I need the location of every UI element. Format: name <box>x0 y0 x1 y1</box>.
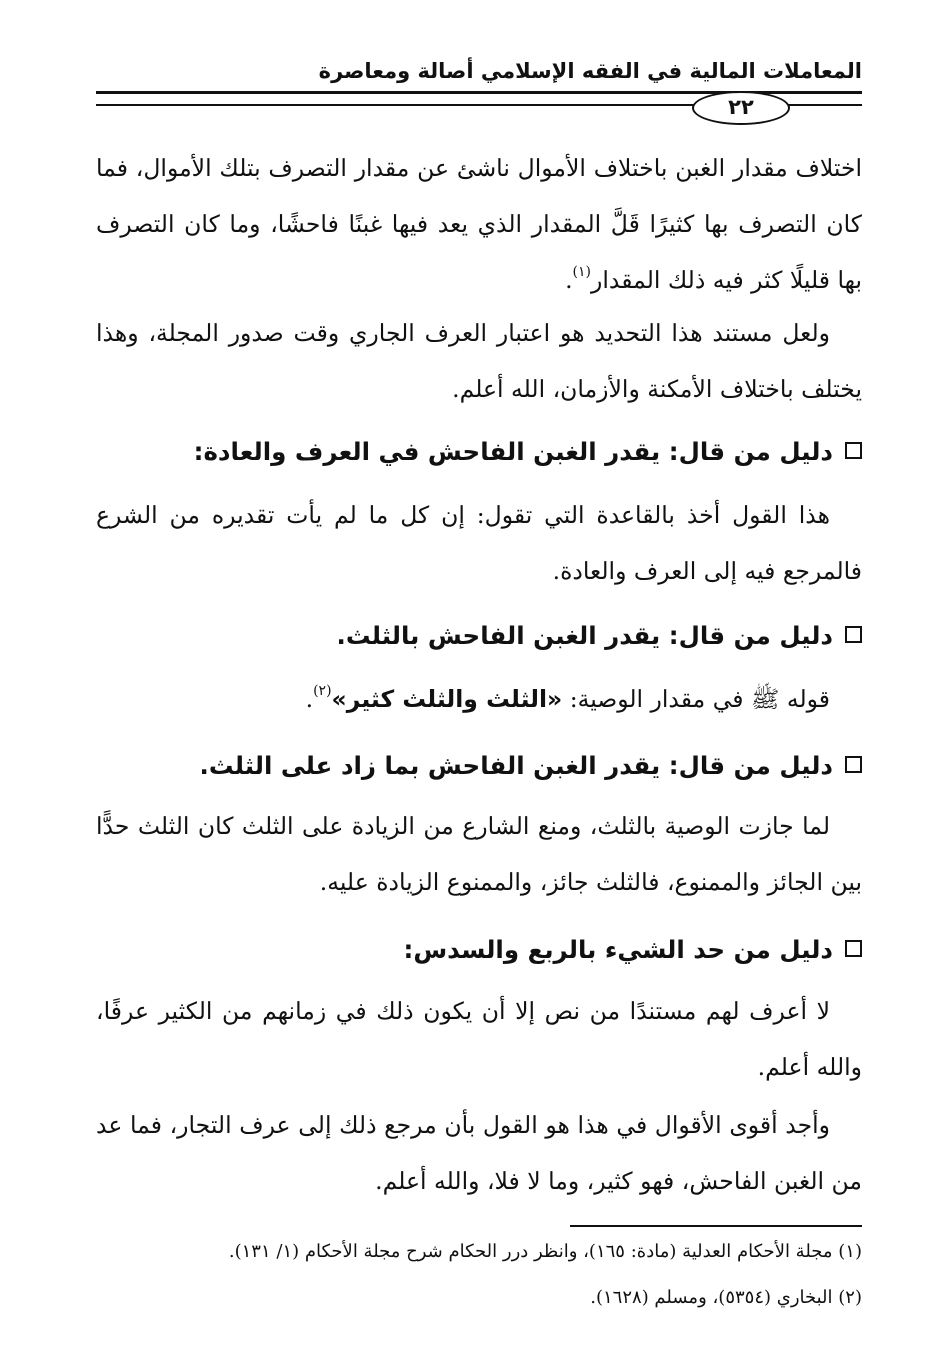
square-bullet-icon <box>845 756 862 773</box>
paragraph-1-end: . <box>565 266 573 294</box>
section-heading-3-text: دليل من قال: يقدر الغبن الفاحش بما زاد على الثلث. <box>199 751 833 780</box>
section-heading-2-text: دليل من قال: يقدر الغبن الفاحش بالثلث. <box>336 621 833 650</box>
paragraph-1-text: اختلاف مقدار الغبن باختلاف الأموال ناشئ عن مقدار التصرف بتلك الأموال، فما كان التصرف بها كثيرًا قَلَّ المقدار الذي يعد فيها غبنًا فاحشًا، وما كان التصرف بها قليلًا كثر فيه ذلك المقدار <box>96 154 862 294</box>
section-heading-4 <box>96 930 862 970</box>
paragraph-5: لما جازت الوصية بالثلث، ومنع الشارع من الزيادة على الثلث كان الثلث حدًّا بين الجائز والممنوع، فالثلث جائز، والممنوع الزيادة عليه. <box>96 812 862 896</box>
square-bullet-icon <box>845 626 862 643</box>
paragraph-1 <box>96 140 862 308</box>
section-heading-2 <box>96 616 862 656</box>
paragraph-4-text: قوله ﷺ في مقدار الوصية: <box>562 685 830 713</box>
paragraph-4 <box>96 671 862 727</box>
footnote-1: (١) مجلة الأحكام العدلية (مادة: ١٦٥)، وانظر درر الحكام شرح مجلة الأحكام (١/ ١٣١). <box>228 1241 862 1262</box>
footnote-ref-2: (٢) <box>313 683 332 699</box>
footnote-separator <box>570 1225 862 1227</box>
paragraph-6: لا أعرف لهم مستندًا من نص إلا أن يكون ذلك في زمانهم من الكثير عرفًا، والله أعلم. <box>96 997 862 1081</box>
section-heading-1 <box>96 432 862 472</box>
page-number: ٢٢ <box>692 91 790 125</box>
square-bullet-icon <box>845 442 862 459</box>
paragraph-2: ولعل مستند هذا التحديد هو اعتبار العرف الجاري وقت صدور المجلة، وهذا يختلف باختلاف الأمكنة والأزمان، الله أعلم. <box>96 319 862 403</box>
paragraph-4-end: . <box>305 685 314 713</box>
paragraph-7: وأجد أقوى الأقوال في هذا هو القول بأن مرجع ذلك إلى عرف التجار، فما عد من الغبن الفاحش، فهو كثير، وما لا فلا، والله أعلم. <box>96 1111 862 1195</box>
paragraph-3: هذا القول أخذ بالقاعدة التي تقول: إن كل ما لم يأت تقديره من الشرع فالمرجع فيه إلى العرف والعادة. <box>96 501 862 585</box>
section-heading-3 <box>96 746 862 786</box>
running-header-title: المعاملات المالية في الفقه الإسلامي أصالة ومعاصرة <box>318 59 862 83</box>
square-bullet-icon <box>845 940 862 957</box>
hadith-quote: «الثلث والثلث كثير» <box>331 685 563 713</box>
section-heading-1-text: دليل من قال: يقدر الغبن الفاحش في العرف والعادة: <box>193 437 833 466</box>
footnote-2: (٢) البخاري (٥٣٥٤)، ومسلم (١٦٢٨). <box>590 1287 862 1308</box>
footnote-ref-1: (١) <box>572 264 592 280</box>
section-heading-4-text: دليل من حد الشيء بالربع والسدس: <box>403 935 833 964</box>
